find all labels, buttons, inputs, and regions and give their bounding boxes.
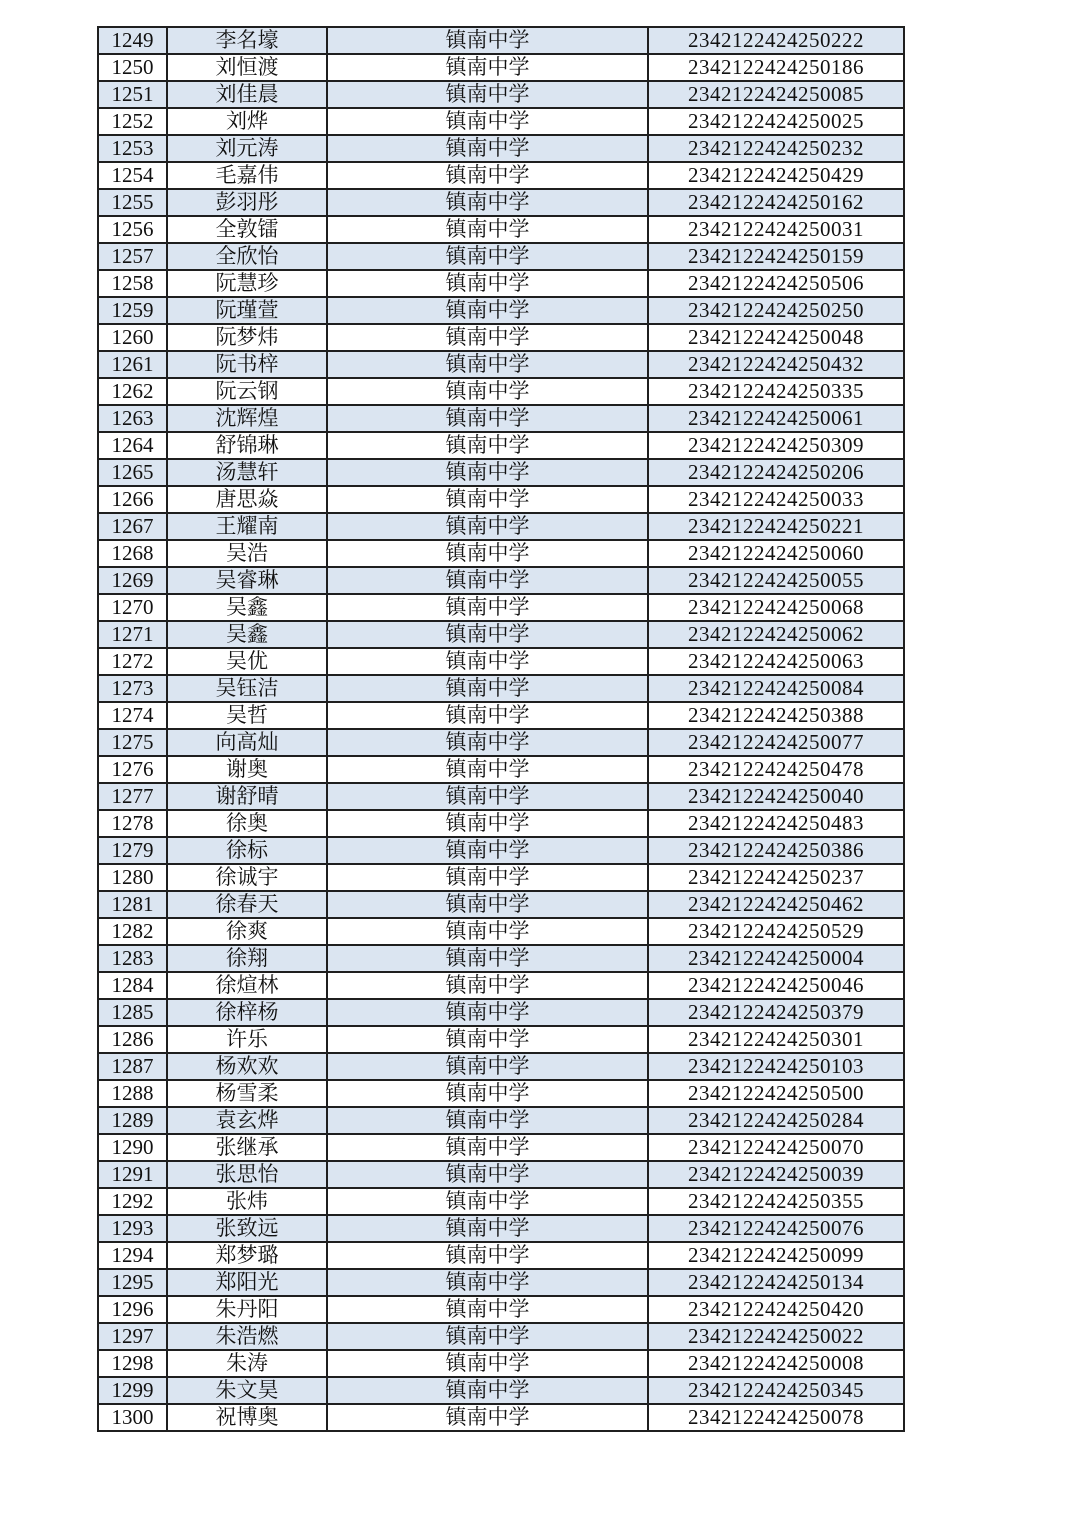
- table-row: [98, 648, 904, 675]
- student-name-cell: 全欣怡: [167, 243, 327, 270]
- school-name-cell: 镇南中学: [327, 621, 648, 648]
- exam-id-cell: 2342122424250063: [648, 648, 904, 675]
- table-row: [98, 270, 904, 297]
- student-name-cell: 谢奥: [167, 756, 327, 783]
- student-name-cell: 刘烨: [167, 108, 327, 135]
- row-number-cell: 1251: [98, 81, 167, 108]
- exam-id-cell: 2342122424250345: [648, 1377, 904, 1404]
- row-number-cell: 1300: [98, 1404, 167, 1431]
- row-number-cell: 1263: [98, 405, 167, 432]
- student-name-cell: 吴优: [167, 648, 327, 675]
- table-row: [98, 702, 904, 729]
- table-row: [98, 324, 904, 351]
- student-name-cell: 杨欢欢: [167, 1053, 327, 1080]
- school-name-cell: 镇南中学: [327, 459, 648, 486]
- table-row: [98, 1107, 904, 1134]
- table-row: [98, 513, 904, 540]
- exam-id-cell: 2342122424250355: [648, 1188, 904, 1215]
- row-number-cell: 1249: [98, 27, 167, 54]
- row-number-cell: 1273: [98, 675, 167, 702]
- student-name-cell: 阮梦炜: [167, 324, 327, 351]
- school-name-cell: 镇南中学: [327, 432, 648, 459]
- exam-id-cell: 2342122424250008: [648, 1350, 904, 1377]
- row-number-cell: 1293: [98, 1215, 167, 1242]
- table-row: [98, 1242, 904, 1269]
- school-name-cell: 镇南中学: [327, 594, 648, 621]
- exam-id-cell: 2342122424250301: [648, 1026, 904, 1053]
- student-name-cell: 王耀南: [167, 513, 327, 540]
- school-name-cell: 镇南中学: [327, 1161, 648, 1188]
- row-number-cell: 1289: [98, 1107, 167, 1134]
- student-name-cell: 向高灿: [167, 729, 327, 756]
- row-number-cell: 1274: [98, 702, 167, 729]
- exam-id-cell: 2342122424250335: [648, 378, 904, 405]
- table-row: [98, 945, 904, 972]
- table-row: [98, 810, 904, 837]
- row-number-cell: 1258: [98, 270, 167, 297]
- row-number-cell: 1271: [98, 621, 167, 648]
- exam-id-cell: 2342122424250099: [648, 1242, 904, 1269]
- table-row: [98, 999, 904, 1026]
- table-row: [98, 1134, 904, 1161]
- table-row: [98, 1215, 904, 1242]
- exam-id-cell: 2342122424250078: [648, 1404, 904, 1431]
- exam-id-cell: 2342122424250478: [648, 756, 904, 783]
- exam-id-cell: 2342122424250250: [648, 297, 904, 324]
- exam-id-cell: 2342122424250062: [648, 621, 904, 648]
- student-name-cell: 徐爽: [167, 918, 327, 945]
- table-row: [98, 1404, 904, 1431]
- row-number-cell: 1290: [98, 1134, 167, 1161]
- document-page: [97, 26, 903, 1432]
- student-name-cell: 吴鑫: [167, 621, 327, 648]
- student-name-cell: 吴钰洁: [167, 675, 327, 702]
- table-row: [98, 837, 904, 864]
- exam-id-cell: 2342122424250420: [648, 1296, 904, 1323]
- row-number-cell: 1299: [98, 1377, 167, 1404]
- table-row: [98, 1026, 904, 1053]
- student-name-cell: 吴鑫: [167, 594, 327, 621]
- table-row: [98, 108, 904, 135]
- school-name-cell: 镇南中学: [327, 999, 648, 1026]
- student-name-cell: 朱文昊: [167, 1377, 327, 1404]
- row-number-cell: 1280: [98, 864, 167, 891]
- row-number-cell: 1260: [98, 324, 167, 351]
- row-number-cell: 1296: [98, 1296, 167, 1323]
- student-name-cell: 阮瑾萱: [167, 297, 327, 324]
- school-name-cell: 镇南中学: [327, 351, 648, 378]
- table-row: [98, 1188, 904, 1215]
- school-name-cell: 镇南中学: [327, 1350, 648, 1377]
- student-name-cell: 徐标: [167, 837, 327, 864]
- table-row: [98, 459, 904, 486]
- student-name-cell: 阮书梓: [167, 351, 327, 378]
- school-name-cell: 镇南中学: [327, 243, 648, 270]
- exam-id-cell: 2342122424250040: [648, 783, 904, 810]
- row-number-cell: 1259: [98, 297, 167, 324]
- school-name-cell: 镇南中学: [327, 675, 648, 702]
- row-number-cell: 1284: [98, 972, 167, 999]
- school-name-cell: 镇南中学: [327, 1242, 648, 1269]
- exam-id-cell: 2342122424250025: [648, 108, 904, 135]
- school-name-cell: 镇南中学: [327, 1053, 648, 1080]
- school-name-cell: 镇南中学: [327, 837, 648, 864]
- student-name-cell: 杨雪柔: [167, 1080, 327, 1107]
- table-row: [98, 1161, 904, 1188]
- row-number-cell: 1295: [98, 1269, 167, 1296]
- exam-id-cell: 2342122424250222: [648, 27, 904, 54]
- student-name-cell: 徐翔: [167, 945, 327, 972]
- school-name-cell: 镇南中学: [327, 54, 648, 81]
- exam-id-cell: 2342122424250077: [648, 729, 904, 756]
- school-name-cell: 镇南中学: [327, 540, 648, 567]
- row-number-cell: 1294: [98, 1242, 167, 1269]
- exam-id-cell: 2342122424250529: [648, 918, 904, 945]
- table-row: [98, 1053, 904, 1080]
- student-name-cell: 徐春天: [167, 891, 327, 918]
- table-row: [98, 81, 904, 108]
- table-row: [98, 1323, 904, 1350]
- school-name-cell: 镇南中学: [327, 702, 648, 729]
- school-name-cell: 镇南中学: [327, 1188, 648, 1215]
- table-row: [98, 216, 904, 243]
- row-number-cell: 1287: [98, 1053, 167, 1080]
- student-name-cell: 朱丹阳: [167, 1296, 327, 1323]
- school-name-cell: 镇南中学: [327, 135, 648, 162]
- student-name-cell: 舒锦琳: [167, 432, 327, 459]
- student-name-cell: 郑梦璐: [167, 1242, 327, 1269]
- row-number-cell: 1276: [98, 756, 167, 783]
- row-number-cell: 1264: [98, 432, 167, 459]
- student-name-cell: 彭羽彤: [167, 189, 327, 216]
- roster-body: [98, 27, 904, 1431]
- table-row: [98, 243, 904, 270]
- table-row: [98, 1350, 904, 1377]
- table-row: [98, 756, 904, 783]
- row-number-cell: 1268: [98, 540, 167, 567]
- student-name-cell: 刘恒渡: [167, 54, 327, 81]
- exam-id-cell: 2342122424250085: [648, 81, 904, 108]
- exam-id-cell: 2342122424250379: [648, 999, 904, 1026]
- school-name-cell: 镇南中学: [327, 216, 648, 243]
- table-row: [98, 297, 904, 324]
- row-number-cell: 1270: [98, 594, 167, 621]
- exam-id-cell: 2342122424250103: [648, 1053, 904, 1080]
- row-number-cell: 1298: [98, 1350, 167, 1377]
- row-number-cell: 1269: [98, 567, 167, 594]
- exam-id-cell: 2342122424250162: [648, 189, 904, 216]
- school-name-cell: 镇南中学: [327, 756, 648, 783]
- student-roster-table: [97, 26, 905, 1432]
- row-number-cell: 1282: [98, 918, 167, 945]
- school-name-cell: 镇南中学: [327, 486, 648, 513]
- student-name-cell: 谢舒晴: [167, 783, 327, 810]
- exam-id-cell: 2342122424250429: [648, 162, 904, 189]
- exam-id-cell: 2342122424250483: [648, 810, 904, 837]
- exam-id-cell: 2342122424250432: [648, 351, 904, 378]
- school-name-cell: 镇南中学: [327, 918, 648, 945]
- table-row: [98, 189, 904, 216]
- school-name-cell: 镇南中学: [327, 297, 648, 324]
- student-name-cell: 全敦镭: [167, 216, 327, 243]
- exam-id-cell: 2342122424250134: [648, 1269, 904, 1296]
- row-number-cell: 1275: [98, 729, 167, 756]
- school-name-cell: 镇南中学: [327, 27, 648, 54]
- exam-id-cell: 2342122424250386: [648, 837, 904, 864]
- student-name-cell: 汤慧轩: [167, 459, 327, 486]
- row-number-cell: 1292: [98, 1188, 167, 1215]
- student-name-cell: 祝博奥: [167, 1404, 327, 1431]
- student-name-cell: 徐诚宇: [167, 864, 327, 891]
- table-row: [98, 594, 904, 621]
- school-name-cell: 镇南中学: [327, 108, 648, 135]
- exam-id-cell: 2342122424250039: [648, 1161, 904, 1188]
- student-name-cell: 许乐: [167, 1026, 327, 1053]
- school-name-cell: 镇南中学: [327, 945, 648, 972]
- student-name-cell: 沈辉煌: [167, 405, 327, 432]
- table-row: [98, 567, 904, 594]
- row-number-cell: 1257: [98, 243, 167, 270]
- table-row: [98, 783, 904, 810]
- table-row: [98, 135, 904, 162]
- row-number-cell: 1277: [98, 783, 167, 810]
- school-name-cell: 镇南中学: [327, 1080, 648, 1107]
- student-name-cell: 朱涛: [167, 1350, 327, 1377]
- exam-id-cell: 2342122424250159: [648, 243, 904, 270]
- school-name-cell: 镇南中学: [327, 162, 648, 189]
- table-row: [98, 918, 904, 945]
- student-name-cell: 朱浩燃: [167, 1323, 327, 1350]
- exam-id-cell: 2342122424250061: [648, 405, 904, 432]
- table-row: [98, 54, 904, 81]
- school-name-cell: 镇南中学: [327, 1269, 648, 1296]
- school-name-cell: 镇南中学: [327, 270, 648, 297]
- exam-id-cell: 2342122424250055: [648, 567, 904, 594]
- row-number-cell: 1262: [98, 378, 167, 405]
- exam-id-cell: 2342122424250022: [648, 1323, 904, 1350]
- table-row: [98, 675, 904, 702]
- table-row: [98, 891, 904, 918]
- row-number-cell: 1256: [98, 216, 167, 243]
- student-name-cell: 张致远: [167, 1215, 327, 1242]
- student-name-cell: 刘佳晨: [167, 81, 327, 108]
- row-number-cell: 1254: [98, 162, 167, 189]
- student-name-cell: 唐思焱: [167, 486, 327, 513]
- student-name-cell: 张继承: [167, 1134, 327, 1161]
- exam-id-cell: 2342122424250084: [648, 675, 904, 702]
- exam-id-cell: 2342122424250186: [648, 54, 904, 81]
- school-name-cell: 镇南中学: [327, 378, 648, 405]
- school-name-cell: 镇南中学: [327, 648, 648, 675]
- row-number-cell: 1255: [98, 189, 167, 216]
- school-name-cell: 镇南中学: [327, 1107, 648, 1134]
- exam-id-cell: 2342122424250506: [648, 270, 904, 297]
- table-row: [98, 621, 904, 648]
- table-row: [98, 729, 904, 756]
- table-row: [98, 405, 904, 432]
- student-name-cell: 阮慧珍: [167, 270, 327, 297]
- table-row: [98, 351, 904, 378]
- table-row: [98, 1269, 904, 1296]
- row-number-cell: 1278: [98, 810, 167, 837]
- exam-id-cell: 2342122424250309: [648, 432, 904, 459]
- table-row: [98, 162, 904, 189]
- exam-id-cell: 2342122424250076: [648, 1215, 904, 1242]
- exam-id-cell: 2342122424250232: [648, 135, 904, 162]
- school-name-cell: 镇南中学: [327, 1296, 648, 1323]
- exam-id-cell: 2342122424250031: [648, 216, 904, 243]
- row-number-cell: 1291: [98, 1161, 167, 1188]
- student-name-cell: 袁玄烨: [167, 1107, 327, 1134]
- exam-id-cell: 2342122424250221: [648, 513, 904, 540]
- row-number-cell: 1286: [98, 1026, 167, 1053]
- student-name-cell: 阮云钢: [167, 378, 327, 405]
- student-name-cell: 张思怡: [167, 1161, 327, 1188]
- row-number-cell: 1281: [98, 891, 167, 918]
- school-name-cell: 镇南中学: [327, 1215, 648, 1242]
- table-row: [98, 27, 904, 54]
- school-name-cell: 镇南中学: [327, 783, 648, 810]
- school-name-cell: 镇南中学: [327, 405, 648, 432]
- school-name-cell: 镇南中学: [327, 1377, 648, 1404]
- row-number-cell: 1250: [98, 54, 167, 81]
- school-name-cell: 镇南中学: [327, 189, 648, 216]
- table-row: [98, 486, 904, 513]
- school-name-cell: 镇南中学: [327, 1323, 648, 1350]
- school-name-cell: 镇南中学: [327, 729, 648, 756]
- school-name-cell: 镇南中学: [327, 972, 648, 999]
- row-number-cell: 1261: [98, 351, 167, 378]
- exam-id-cell: 2342122424250033: [648, 486, 904, 513]
- exam-id-cell: 2342122424250462: [648, 891, 904, 918]
- school-name-cell: 镇南中学: [327, 1134, 648, 1161]
- row-number-cell: 1272: [98, 648, 167, 675]
- school-name-cell: 镇南中学: [327, 1404, 648, 1431]
- row-number-cell: 1267: [98, 513, 167, 540]
- school-name-cell: 镇南中学: [327, 1026, 648, 1053]
- exam-id-cell: 2342122424250388: [648, 702, 904, 729]
- row-number-cell: 1252: [98, 108, 167, 135]
- school-name-cell: 镇南中学: [327, 864, 648, 891]
- row-number-cell: 1266: [98, 486, 167, 513]
- row-number-cell: 1253: [98, 135, 167, 162]
- exam-id-cell: 2342122424250004: [648, 945, 904, 972]
- table-row: [98, 432, 904, 459]
- student-name-cell: 徐奥: [167, 810, 327, 837]
- school-name-cell: 镇南中学: [327, 567, 648, 594]
- table-row: [98, 972, 904, 999]
- student-name-cell: 刘元涛: [167, 135, 327, 162]
- exam-id-cell: 2342122424250237: [648, 864, 904, 891]
- row-number-cell: 1285: [98, 999, 167, 1026]
- student-name-cell: 李名壕: [167, 27, 327, 54]
- exam-id-cell: 2342122424250284: [648, 1107, 904, 1134]
- table-row: [98, 864, 904, 891]
- exam-id-cell: 2342122424250048: [648, 324, 904, 351]
- student-name-cell: 徐梓杨: [167, 999, 327, 1026]
- row-number-cell: 1297: [98, 1323, 167, 1350]
- exam-id-cell: 2342122424250046: [648, 972, 904, 999]
- student-name-cell: 毛嘉伟: [167, 162, 327, 189]
- student-name-cell: 吴睿琳: [167, 567, 327, 594]
- school-name-cell: 镇南中学: [327, 513, 648, 540]
- row-number-cell: 1279: [98, 837, 167, 864]
- table-row: [98, 1296, 904, 1323]
- student-name-cell: 吴浩: [167, 540, 327, 567]
- school-name-cell: 镇南中学: [327, 810, 648, 837]
- exam-id-cell: 2342122424250068: [648, 594, 904, 621]
- school-name-cell: 镇南中学: [327, 891, 648, 918]
- student-name-cell: 郑阳光: [167, 1269, 327, 1296]
- row-number-cell: 1288: [98, 1080, 167, 1107]
- table-row: [98, 378, 904, 405]
- exam-id-cell: 2342122424250206: [648, 459, 904, 486]
- school-name-cell: 镇南中学: [327, 324, 648, 351]
- row-number-cell: 1283: [98, 945, 167, 972]
- exam-id-cell: 2342122424250070: [648, 1134, 904, 1161]
- exam-id-cell: 2342122424250500: [648, 1080, 904, 1107]
- exam-id-cell: 2342122424250060: [648, 540, 904, 567]
- table-row: [98, 1080, 904, 1107]
- school-name-cell: 镇南中学: [327, 81, 648, 108]
- student-name-cell: 吴哲: [167, 702, 327, 729]
- student-name-cell: 徐煊林: [167, 972, 327, 999]
- table-row: [98, 1377, 904, 1404]
- student-name-cell: 张炜: [167, 1188, 327, 1215]
- row-number-cell: 1265: [98, 459, 167, 486]
- table-row: [98, 540, 904, 567]
